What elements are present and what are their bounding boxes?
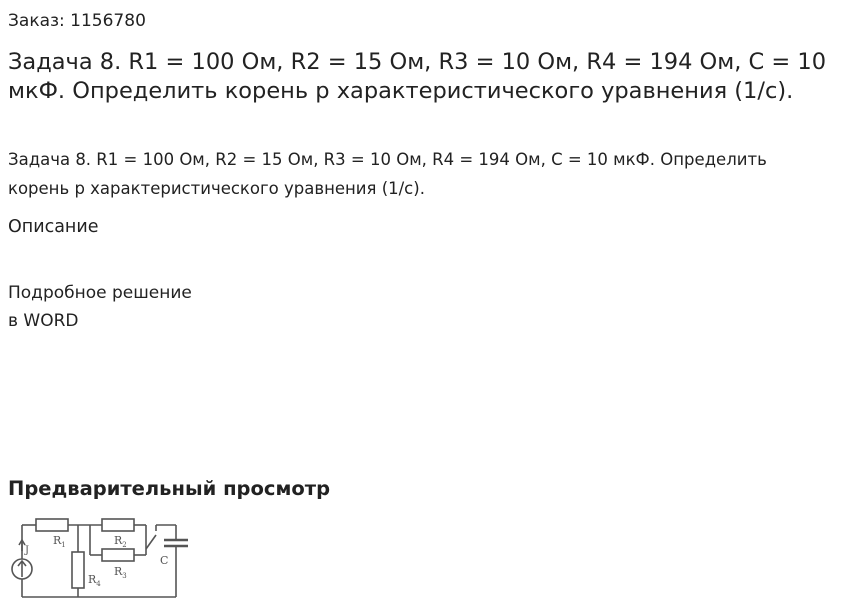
description-heading: Описание [8,217,99,237]
label-r3: $R_3$ [114,565,127,580]
label-r4: $R_4$ [88,573,101,588]
resistor-r1 [36,519,68,531]
task-title: Задача 8. R1 = 100 Ом, R2 = 15 Ом, R3 = 10 Ом, R4 = 194 Ом, C = 10 мкФ. Определить корень p характеристического уравнения (1/с). [8,49,827,104]
task-description: Задача 8. R1 = 100 Ом, R2 = 15 Ом, R3 = 10 Ом, R4 = 194 Ом, C = 10 мкФ. Определить корень p характеристического уравнения (1/с). [8,150,767,198]
order-number: Заказ: 1156780 [8,11,146,31]
preview-heading: Предварительный просмотр [8,477,331,500]
solution-line-1: Подробное решение [8,283,192,303]
solution-line-2: в WORD [8,310,79,331]
label-source: J [25,545,30,556]
label-c: C [160,554,169,567]
circuit-diagram-preview [10,511,196,609]
resistor-r4 [72,552,84,588]
solution-note [8,280,192,335]
resistor-r3 [102,549,134,561]
label-r1: $R_1$ [53,534,66,549]
switch-blade [146,535,156,549]
label-r2: $R_2$ [114,534,127,549]
resistor-r2 [102,519,134,531]
